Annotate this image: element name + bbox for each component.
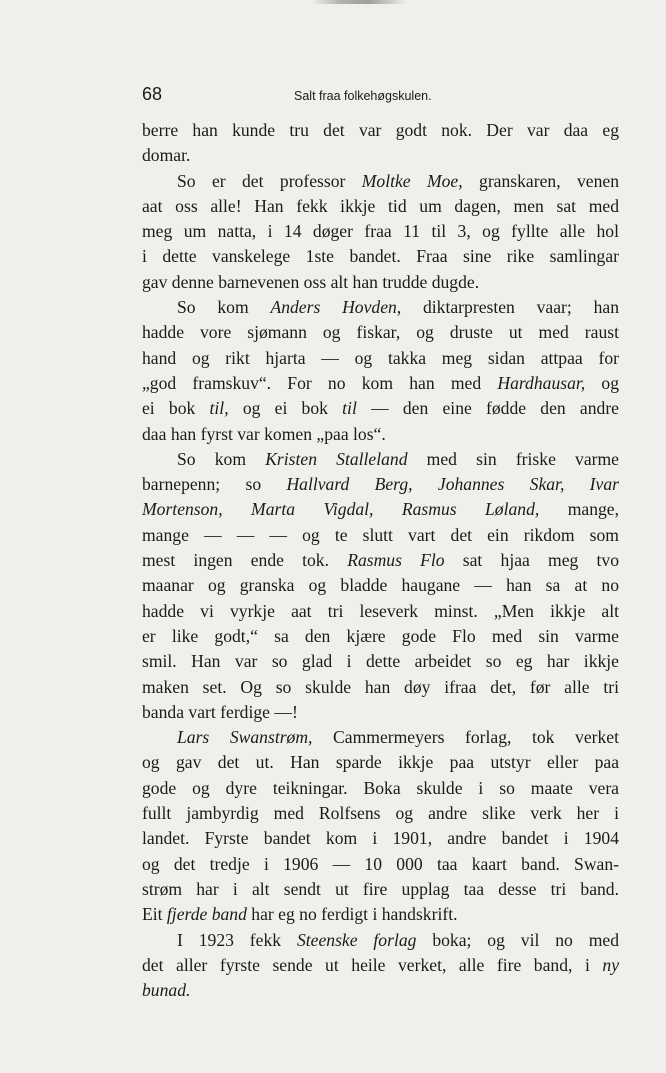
text-line: gode og dyre teikningar. Boka skulde i so maate vera <box>142 777 619 798</box>
text-line: er like godt,“ sa den kjære gode Flo med sin varme <box>142 625 619 646</box>
page-number: 68 <box>142 84 163 104</box>
text-line: banda vart ferdige —! <box>142 701 298 722</box>
text-line: i dette vanskelege 1ste bandet. Fraa sine rike samlingar <box>142 246 619 267</box>
paragraph <box>142 118 619 169</box>
text-line: Mortenson, Marta Vigdal, Rasmus Løland, mange, <box>142 499 619 520</box>
text-line: maanar og granska og bladde haugane — han sa at no <box>142 575 619 596</box>
page-header <box>142 84 622 108</box>
text-line: maken set. Og so skulde han døy ifraa det, før alle tri <box>142 676 619 697</box>
text-line: I 1923 fekk Steenske forlag boka; og vil no med <box>177 929 619 950</box>
text-line: mest ingen ende tok. Rasmus Flo sat hjaa meg tvo <box>142 550 619 571</box>
text-line: Eit fjerde band har eg no ferdigt i handskrift. <box>142 904 458 925</box>
text-line: fullt jambyrdig med Rolfsens og andre slike verk her i <box>142 803 619 824</box>
paragraph <box>142 725 619 927</box>
text-line: smil. Han var so glad i dette arbeidet so eg har ikkje <box>142 651 619 672</box>
text-line: bunad. <box>142 980 191 1001</box>
text-line: hadde vi vyrkje aat tri leseverk minst. „Men ikkje alt <box>142 600 619 621</box>
running-title: Salt fraa folkehøgskulen. <box>294 89 432 103</box>
paragraph <box>142 447 619 725</box>
text-line: So kom Kristen Stalleland med sin friske varme <box>177 448 619 469</box>
text-line: meg um natta, i 14 døger fraa 11 til 3, og fyllte alle hol <box>142 221 619 242</box>
text-line: og gav det ut. Han sparde ikkje paa utstyr eller paa <box>142 752 619 773</box>
text-line: So kom Anders Hovden, diktarpresten vaar; han <box>177 297 619 318</box>
text-line: „god framskuv“. For no kom han med Hardhausar, og <box>142 372 619 393</box>
text-line: So er det professor Moltke Moe, granskaren, venen <box>177 170 619 191</box>
text-line: det aller fyrste sende ut heile verket, alle fire band, i ny <box>142 954 619 975</box>
text-line: Lars Swanstrøm, Cammermeyers forlag, tok verket <box>177 727 619 748</box>
text-line: ei bok til, og ei bok til — den eine fødde den andre <box>142 398 619 419</box>
paragraph <box>142 928 619 1004</box>
paragraph <box>142 169 619 295</box>
paragraph <box>142 295 619 447</box>
text-line: mange — — — og te slutt vart det ein rikdom som <box>142 524 619 545</box>
text-line: landet. Fyrste bandet kom i 1901, andre bandet i 1904 <box>142 828 619 849</box>
text-line: domar. <box>142 145 191 166</box>
text-line: hand og rikt hjarta — og takka meg sidan attpaa for <box>142 347 619 368</box>
text-line: hadde vore sjømann og fiskar, og druste ut med raust <box>142 322 619 343</box>
text-line: strøm har i alt sendt ut fire upplag taa desse tri band. <box>142 878 619 899</box>
scan-smudge <box>312 0 407 4</box>
text-line: aat oss alle! Han fekk ikkje tid um dagen, men sat med <box>142 195 619 216</box>
body-text <box>142 118 619 1003</box>
text-line: gav denne barnevenen oss alt han trudde dugde. <box>142 271 480 292</box>
text-line: barnepenn; so Hallvard Berg, Johannes Skar, Ivar <box>142 474 619 495</box>
text-line: berre han kunde tru det var godt nok. Der var daa eg <box>142 120 619 140</box>
text-line: daa han fyrst var komen „paa los“. <box>142 423 386 444</box>
text-line: og det tredje i 1906 — 10 000 taa kaart band. Swan- <box>142 853 619 874</box>
